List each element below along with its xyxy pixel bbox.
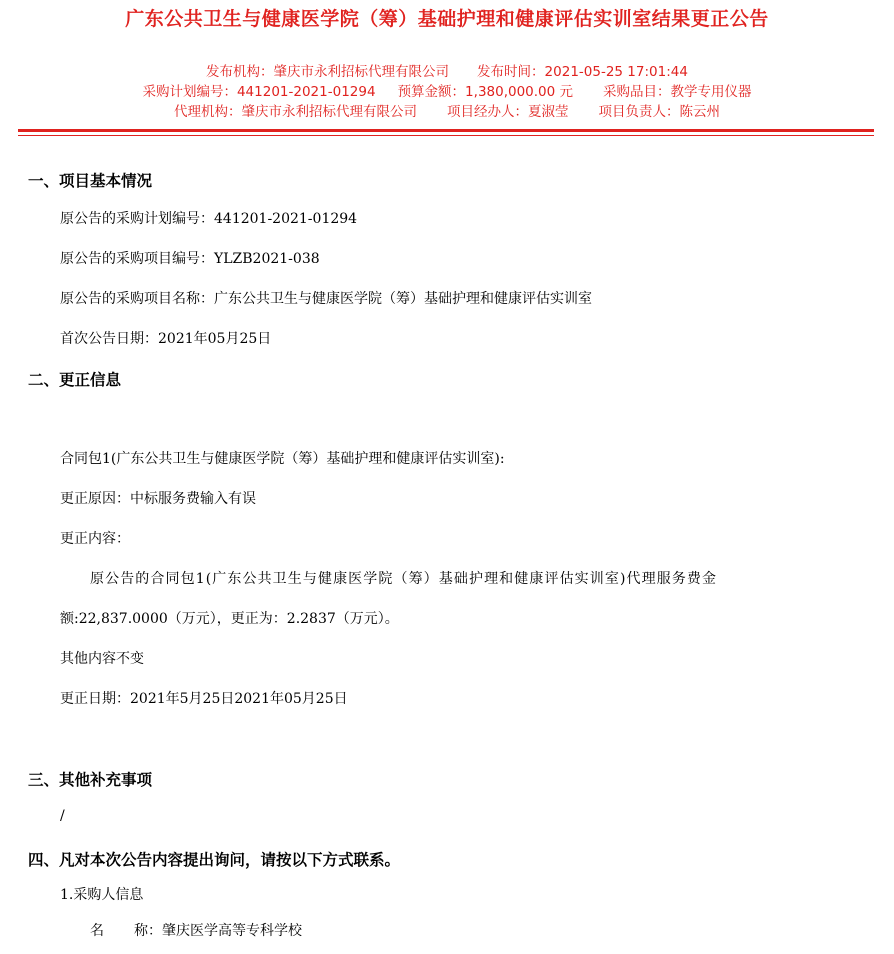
project-manager: 项目经办人：夏淑莹: [447, 104, 569, 120]
section2-heading: 二、更正信息: [28, 370, 122, 389]
meta-row-2: [0, 80, 894, 100]
correction-content-line-2: 额:22,837.0000（万元），更正为：2.2837（万元）。: [60, 611, 399, 627]
header-divider-thin: [18, 135, 874, 136]
purchaser-name-label-1: 名: [90, 923, 104, 939]
section4-heading: 四、凡对本次公告内容提出询问，请按以下方式联系。: [28, 850, 401, 869]
page-title: 广东公共卫生与健康医学院（筹）基础护理和健康评估实训室结果更正公告: [125, 8, 769, 30]
agency: 代理机构：肇庆市永利招标代理有限公司: [174, 104, 417, 120]
header-divider-thick: [18, 129, 874, 132]
purchaser-name-value: 肇庆医学高等专科学校: [162, 923, 302, 939]
procurement-category: 采购品目：教学专用仪器: [603, 84, 752, 100]
budget-amount: 预算金额：1,380,000.00 元: [397, 84, 574, 100]
publish-time: 发布时间：2021-05-25 17:01:44: [477, 64, 688, 80]
meta-row-3: [0, 100, 894, 120]
publisher: 发布机构：肇庆市永利招标代理有限公司: [206, 64, 450, 80]
purchaser-info-title: 1.采购人信息: [60, 887, 144, 903]
other-unchanged: 其他内容不变: [60, 651, 144, 667]
original-project-number: 原公告的采购项目编号：YLZB2021-038: [60, 251, 320, 267]
contract-package: 合同包1(广东公共卫生与健康医学院（筹）基础护理和健康评估实训室):: [60, 451, 505, 467]
correction-content-line-1: 原公告的合同包1(广东公共卫生与健康医学院（筹）基础护理和健康评估实训室)代理服务费金: [90, 571, 718, 587]
purchaser-name-label-2: 称：: [134, 923, 162, 939]
supplementary-content: /: [60, 808, 65, 824]
correction-content-label: 更正内容：: [60, 531, 130, 547]
project-leader: 项目负责人：陈云州: [598, 104, 720, 120]
section3-heading: 三、其他补充事项: [28, 770, 153, 789]
correction-reason: 更正原因：中标服务费输入有误: [60, 491, 256, 507]
correction-date: 更正日期：2021年5月25日2021年05月25日: [60, 691, 348, 707]
purchaser-name: [90, 920, 302, 940]
first-announcement-date: 首次公告日期：2021年05月25日: [60, 331, 272, 347]
meta-row-1: [0, 60, 894, 80]
original-project-name: 原公告的采购项目名称：广东公共卫生与健康医学院（筹）基础护理和健康评估实训室: [60, 291, 592, 307]
section1-heading: 一、项目基本情况: [28, 171, 153, 190]
original-plan-number: 原公告的采购计划编号：441201-2021-01294: [60, 211, 358, 227]
plan-number: 采购计划编号：441201-2021-01294: [142, 84, 376, 100]
